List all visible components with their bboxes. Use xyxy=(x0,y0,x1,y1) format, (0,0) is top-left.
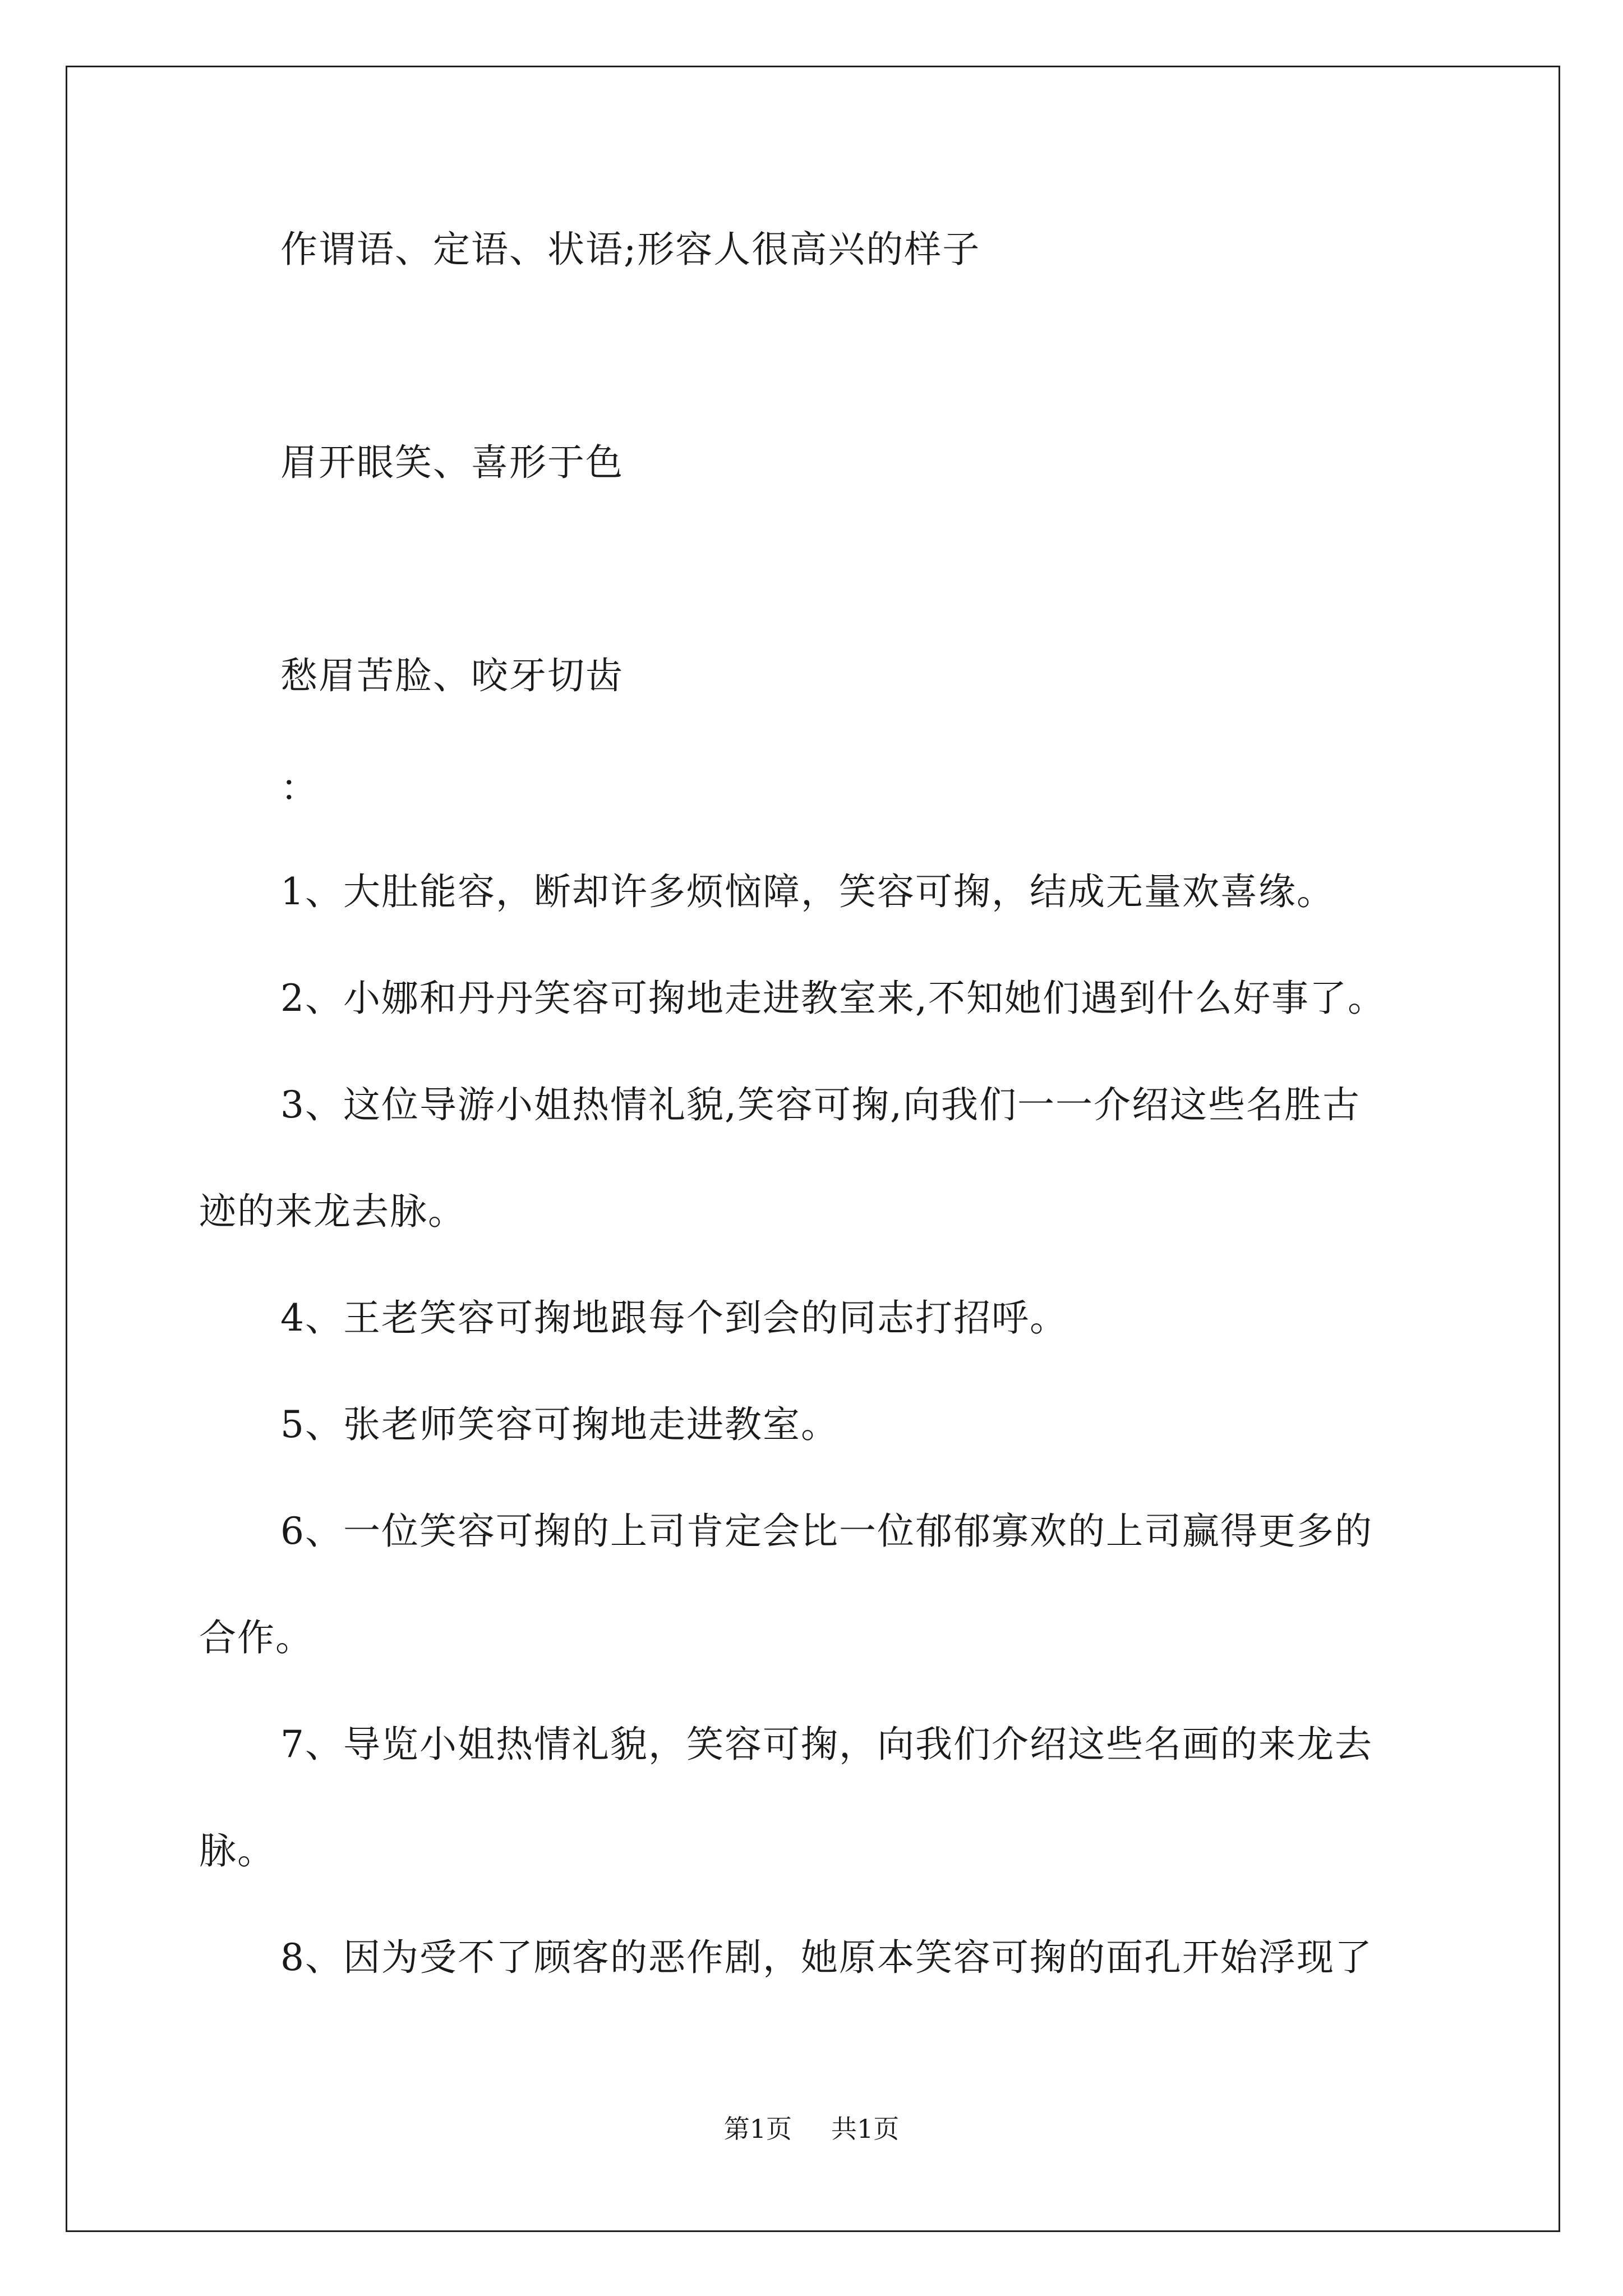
example-sentence-5: 5、张老师笑容可掬地走进教室。 xyxy=(280,1403,839,1446)
example-sentence-3-cont: 迹的来龙去脉。 xyxy=(199,1190,466,1233)
example-sentence-8: 8、因为受不了顾客的恶作剧，她原本笑容可掬的面孔开始浮现了 xyxy=(280,1936,1373,1979)
page-border xyxy=(66,66,1560,2232)
example-sentence-7: 7、导览小姐热情礼貌，笑容可掬，向我们介绍这些名画的来龙去 xyxy=(280,1723,1373,1766)
total-pages: 共1页 xyxy=(831,2114,900,2144)
paragraph-usage: 作谓语、定语、状语;形容人很高兴的样子 xyxy=(280,228,981,271)
example-sentence-4: 4、王老笑容可掬地跟每个到会的同志打招呼。 xyxy=(280,1296,1068,1340)
example-sentence-1: 1、大肚能容，断却许多烦恼障，笑容可掬，结成无量欢喜缘。 xyxy=(280,870,1335,913)
example-sentence-2: 2、小娜和丹丹笑容可掬地走进教室来,不知她们遇到什么好事了。 xyxy=(280,977,1386,1020)
example-sentence-6-cont: 合作。 xyxy=(199,1616,313,1659)
paragraph-colon: ： xyxy=(280,766,319,809)
paragraph-synonyms: 眉开眼笑、喜形于色 xyxy=(280,441,624,484)
paragraph-antonyms: 愁眉苦脸、咬牙切齿 xyxy=(280,654,624,697)
page-number: 第1页 xyxy=(723,2114,792,2144)
page-footer xyxy=(0,2112,1623,2146)
example-sentence-7-cont: 脉。 xyxy=(199,1829,275,1872)
example-sentence-6: 6、一位笑容可掬的上司肯定会比一位郁郁寡欢的上司赢得更多的 xyxy=(280,1510,1373,1553)
example-sentence-3: 3、这位导游小姐热情礼貌,笑容可掬,向我们一一介绍这些名胜古 xyxy=(280,1083,1361,1126)
